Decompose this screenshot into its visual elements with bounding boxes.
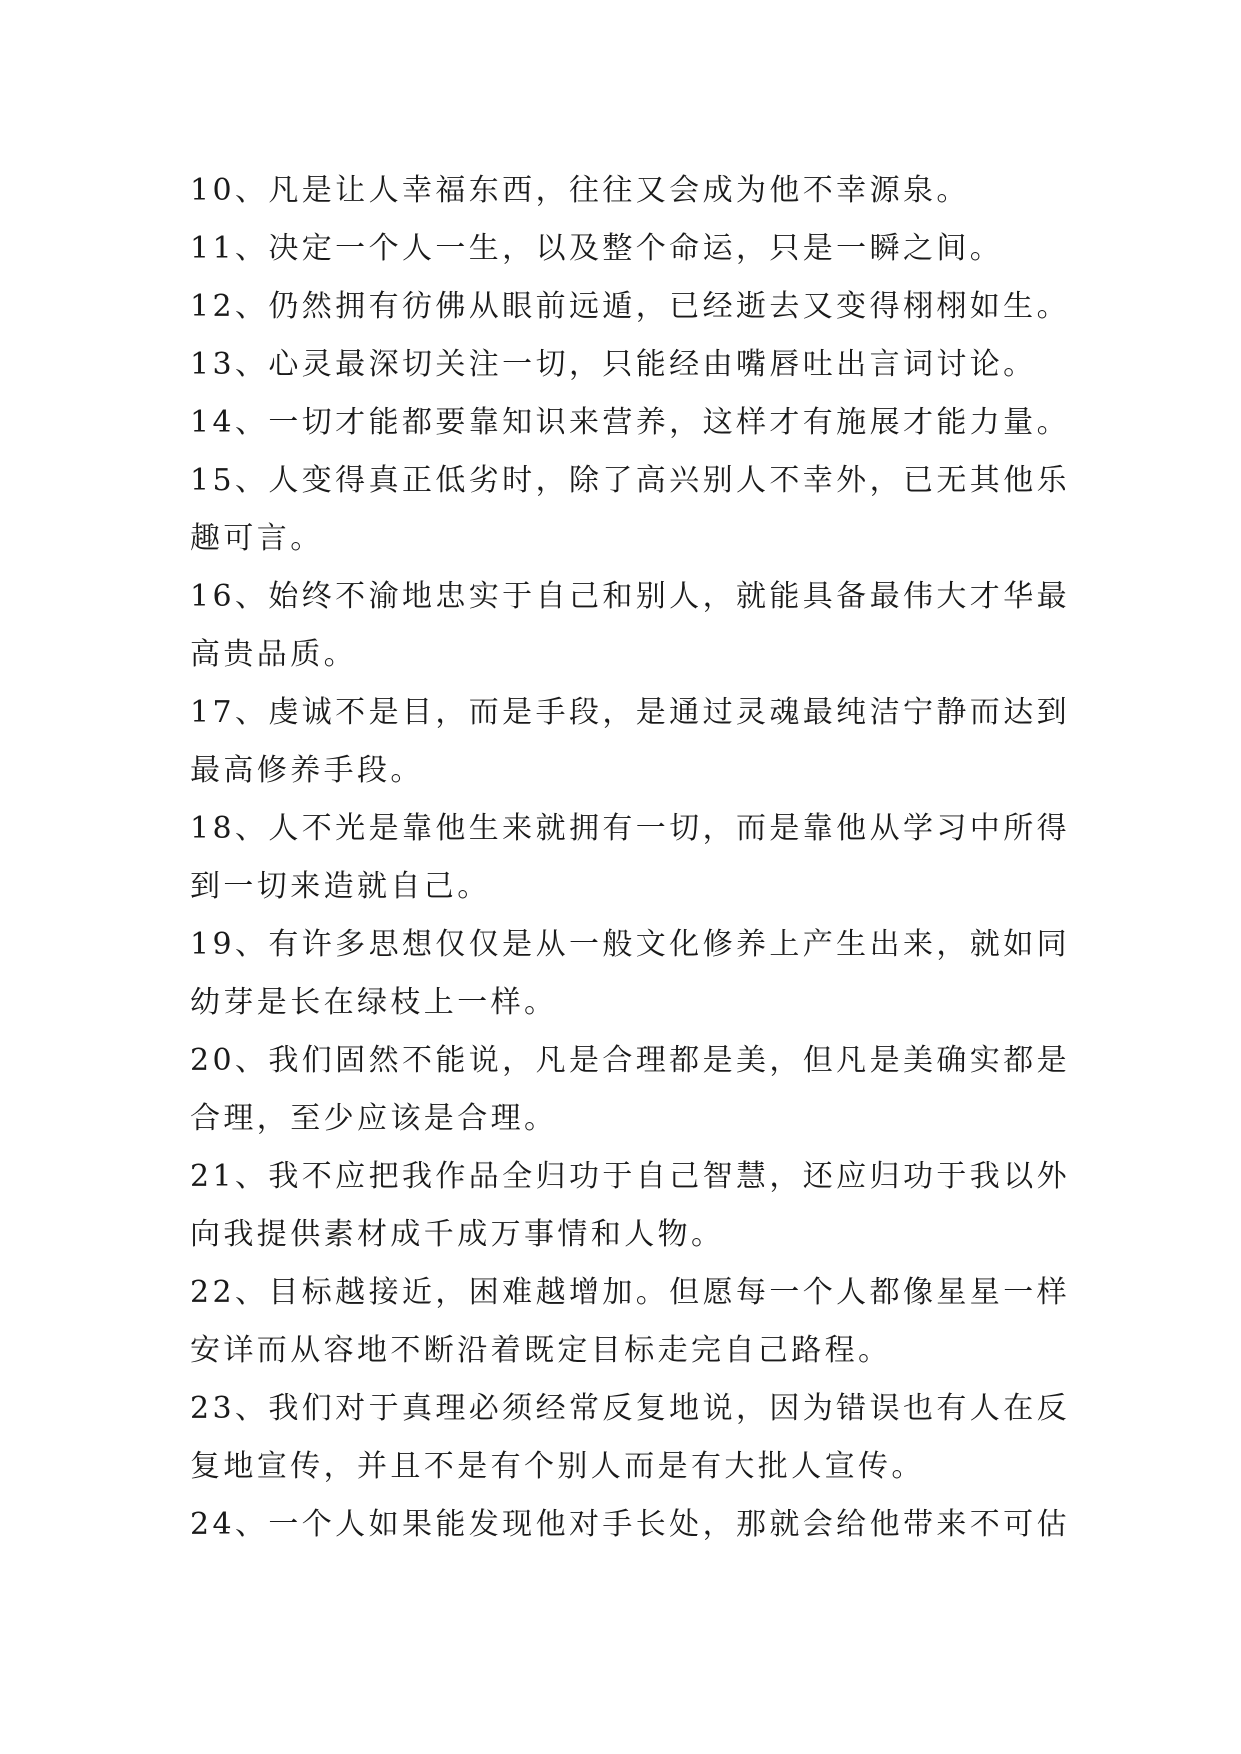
list-item: 18、人不光是靠他生来就拥有一切，而是靠他从学习中所得到一切来造就自己。 [190,811,1070,904]
list-item: 15、人变得真正低劣时，除了高兴别人不幸外，已无其他乐趣可言。 [190,463,1070,556]
list-item: 14、一切才能都要靠知识来营养，这样才有施展才能力量。 [190,405,1070,440]
list-item: 20、我们固然不能说，凡是合理都是美，但凡是美确实都是合理，至少应该是合理。 [190,1043,1070,1136]
list-item: 17、虔诚不是目，而是手段，是通过灵魂最纯洁宁静而达到最高修养手段。 [190,695,1070,788]
list-item: 19、有许多思想仅仅是从一般文化修养上产生出来，就如同幼芽是长在绿枝上一样。 [190,927,1070,1020]
list-item: 23、我们对于真理必须经常反复地说，因为错误也有人在反复地宣传，并且不是有个别人而是有大批人宣传。 [190,1391,1070,1484]
list-item: 10、凡是让人幸福东西，往往又会成为他不幸源泉。 [190,173,970,208]
list-item: 21、我不应把我作品全归功于自己智慧，还应归功于我以外向我提供素材成千成万事情和人物。 [190,1159,1070,1252]
list-item: 16、始终不渝地忠实于自己和别人，就能具备最伟大才华最高贵品质。 [190,579,1070,672]
list-item: 11、决定一个人一生，以及整个命运，只是一瞬之间。 [190,231,1004,266]
list-item: 22、目标越接近，困难越增加。但愿每一个人都像星星一样安详而从容地不断沿着既定目标走完自己路程。 [190,1275,1070,1368]
list-item: 24、一个人如果能发现他对手长处，那就会给他带来不可估 [190,1507,1070,1542]
list-item: 13、心灵最深切关注一切，只能经由嘴唇吐出言词讨论。 [190,347,1037,382]
list-item: 12、仍然拥有彷佛从眼前远遁，已经逝去又变得栩栩如生。 [190,289,1070,324]
quote-list [190,162,1070,1554]
